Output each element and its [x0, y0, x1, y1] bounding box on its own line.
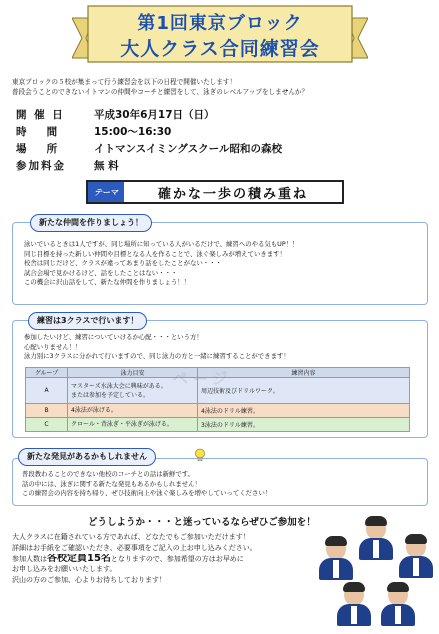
text-line: 同じ目標を持った新しい仲間や目標となる人を作ることで、泳ぐ楽しみが増えていきます！ [24, 249, 286, 258]
closing-line: 大人クラスに在籍されている方であれば、どなたでもご参加いただけます！ [12, 533, 250, 541]
coach-photo [398, 534, 434, 578]
target-line: マスターズ水泳大会に興味がある。 [71, 382, 167, 390]
text-line: この機会に沢山話をして、新たな仲間を作りましょう！！ [24, 278, 191, 287]
info-value: 15:00〜16:30 [94, 126, 172, 138]
title-ribbon [72, 4, 368, 66]
closing-prompt: どうしようか・・・と迷っているならぜひご参加を！ [88, 517, 316, 528]
text-line: 参加したいけど、練習についていけるか心配・・・という方！ [24, 333, 203, 341]
table-cell-target: 4泳法が泳げる。 [68, 404, 198, 418]
table-header: グループ [26, 368, 68, 378]
intro-text [12, 77, 432, 97]
coach-photo [336, 582, 372, 626]
section-new-friends-text [24, 240, 422, 288]
section-discovery-text [22, 470, 420, 499]
intro-line: 東京ブロックの５校が集まって行う練習会を以下の日程で開催いたします！ [12, 78, 237, 86]
closing-line: 詳細はお手紙をご確認いただき、必要事項をご記入の上お申し込みください。 [12, 543, 257, 552]
table-cell-content: 4泳法のドリル練習。 [198, 404, 410, 418]
text-line: 泳力別に3クラスに分かれて行いますので、同じ泳力の方と一緒に練習することができます！ [24, 352, 290, 361]
info-row-date [16, 107, 426, 124]
table-header: 練習内容 [198, 368, 410, 378]
coach-photo [380, 582, 416, 626]
title-line-2: 大人クラス合同練習会 [120, 38, 320, 60]
text-line: この練習会の内容を持ち帰り、ぜひ技術向上や泳ぐ楽しみを増やしていってください！ [22, 489, 272, 498]
section-discovery-label: 新たな発見があるかもしれません [18, 448, 156, 466]
info-key: 参加料金 [16, 160, 66, 172]
coach-photos [318, 516, 436, 630]
info-value: 無 料 [94, 160, 119, 172]
table-cell-content: 周辺技術及びドリルワーク。 [198, 378, 410, 404]
capacity-highlight: 各校定員15名 [47, 553, 111, 564]
section-three-classes-text [24, 333, 422, 362]
watermark-text: ページ [172, 369, 232, 388]
theme-banner [86, 180, 344, 204]
text-line: 泳いでいるときは1人ですが、同じ場所に知っている人がいるだけで、練習へのやる気もUP！！ [24, 240, 299, 248]
text-line: 校舎は同じだけど、クラスが違ってあまり話をしたことがない・・・ [24, 259, 222, 268]
coach-photo [358, 516, 394, 560]
table-row [26, 418, 410, 432]
section-new-friends-label: 新たな仲間を作りましょう！ [30, 214, 152, 232]
closing-line-capacity [12, 554, 312, 565]
text-line: 普段教わることのできない他校のコーチとの話は新鮮です。 [22, 470, 195, 478]
title-line-1: 第1回東京ブロック [137, 13, 303, 34]
text-line: 心配いりません！！ [24, 342, 82, 351]
light-bulb-icon [193, 448, 207, 462]
text-line: 試合会場で見かけるけど、話をしたことはない・・・ [24, 268, 178, 277]
info-key: 開 催 日 [16, 109, 65, 121]
table-cell-target: クロール・背泳ぎ・平泳ぎが泳げる。 [68, 418, 198, 432]
info-row-fee [16, 158, 426, 175]
table-cell-group: C [26, 418, 68, 432]
closing-line: 沢山の方のご参加、心よりお待ちしております！ [12, 576, 166, 585]
event-info [16, 107, 426, 175]
text-line: 話の中には、泳ぎに関する新たな発見もあるかもしれません！ [22, 479, 201, 488]
theme-text: 確かな一歩の積み重ね [157, 186, 308, 202]
capacity-prefix: 参加人数は [12, 554, 47, 563]
info-key: 時 間 [16, 126, 60, 138]
closing-line: お申し込みをお願いいたします。 [12, 565, 117, 574]
intro-line: 普段会うことのできないイトマンの仲間やコーチと練習をして、泳ぎのレベルアップをしませんか？ [12, 88, 309, 96]
table-cell-content: 3泳法のドリル練習。 [198, 418, 410, 432]
coach-photo [318, 536, 354, 580]
table-cell-group: B [26, 404, 68, 418]
table-header: 泳力目安 [68, 368, 198, 378]
closing-text [12, 532, 312, 586]
table-cell-group: A [26, 378, 68, 404]
target-line: または参加を予定している。 [71, 391, 150, 399]
info-row-time [16, 124, 426, 141]
theme-tag: テーマ [88, 182, 124, 202]
info-key: 場 所 [16, 143, 60, 155]
capacity-suffix: となりますので、参加希望の方はお早めに [110, 554, 244, 563]
info-value: 平成30年6月17日（日） [94, 109, 215, 121]
section-three-classes-label: 練習は3クラスで行います！ [28, 312, 147, 330]
info-row-place [16, 141, 426, 158]
table-row [26, 404, 410, 418]
info-value: イトマンスイミングスクール昭和の森校 [94, 143, 282, 155]
